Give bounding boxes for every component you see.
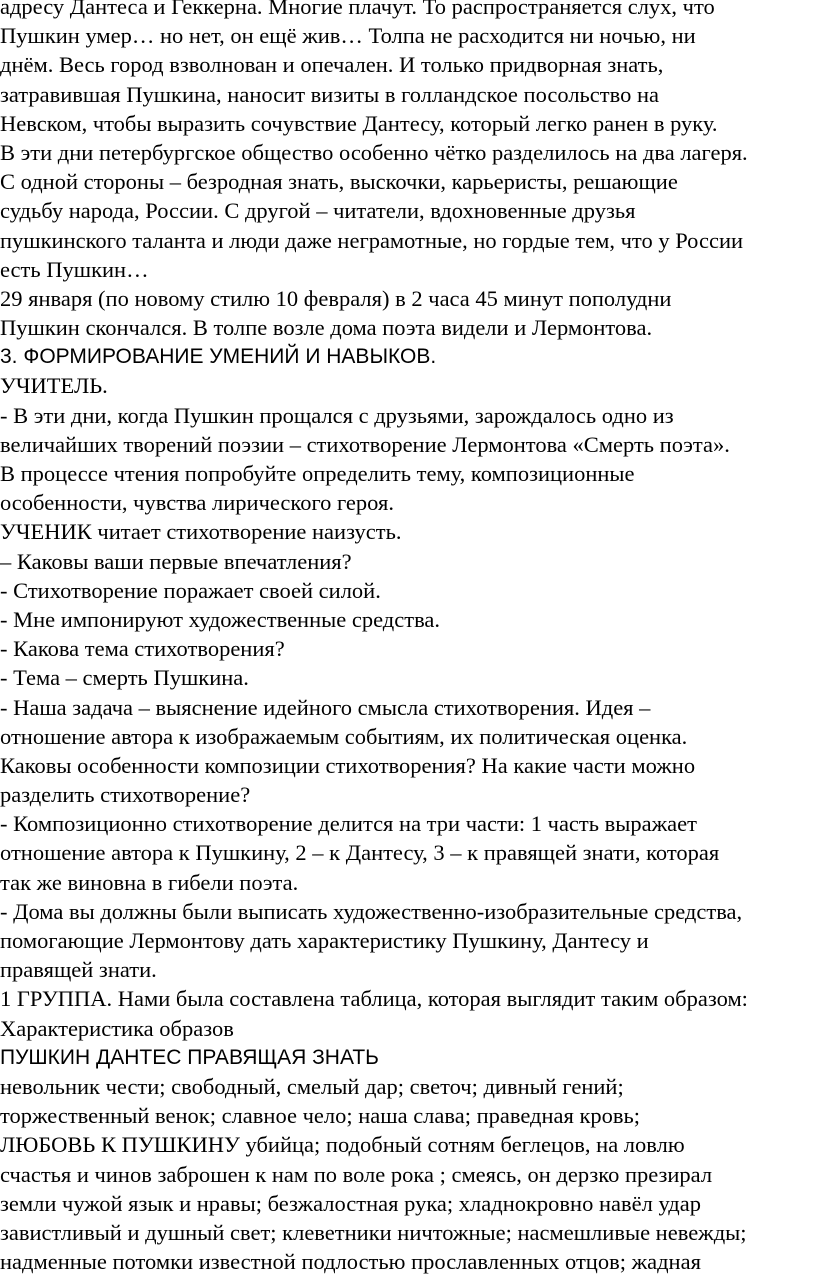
text-line: величайших творений поэзии – стихотворение Лермонтова «Смерть поэта». — [0, 431, 730, 457]
text-line: В процессе чтения попробуйте определить тему, композиционные — [0, 461, 635, 486]
text-line: разделить стихотворение? — [0, 782, 251, 808]
text-line: - Какова тема стихотворения? — [0, 636, 285, 662]
text-line: 29 января (по новому стилю 10 февраля) в 2 часа 45 минут пополудни — [0, 285, 672, 311]
text-line: торжественный венок; славное чело; наша слава; праведная кровь; — [0, 1103, 641, 1129]
text-line: адресу Дантеса и Геккерна. Многие плачут. То распространяется слух, что — [0, 0, 715, 19]
text-line: В эти дни петербургское общество особенно чётко разделилось на два лагеря. — [0, 139, 748, 165]
text-line: пушкинского таланта и люди даже неграмотные, но гордые тем, что у России — [0, 227, 744, 253]
text-line: отношение автора к изображаемым событиям, их политическая оценка. — [0, 723, 688, 749]
text-line: - Композиционно стихотворение делится на три части: 1 часть выражает — [0, 811, 697, 837]
text-line: – Каковы ваши первые впечатления? — [0, 548, 352, 574]
text-line: днём. Весь город взволнован и опечален. И только придворная знать, — [0, 52, 664, 78]
text-line: С одной стороны – безродная знать, выскочки, карьеристы, решающие — [0, 169, 678, 195]
text-line: 1 ГРУППА. Нами была составлена таблица, которая выглядит таким образом: — [0, 986, 748, 1012]
text-line: - Наша задача – выяснение идейного смысла стихотворения. Идея – — [0, 694, 651, 720]
text-line: земли чужой язык и нравы; безжалостная рука; хладнокровно навёл удар — [0, 1190, 701, 1216]
text-line: завистливый и душный свет; клеветники ничтожные; насмешливые невежды; — [0, 1219, 747, 1245]
text-line: - Тема – смерть Пушкина. — [0, 665, 249, 691]
text-line: Каковы особенности композиции стихотворения? На какие части можно — [0, 752, 696, 778]
text-line: Пушкин умер… но нет, он ещё жив… Толпа не расходится ни ночью, ни — [0, 23, 696, 49]
text-line: УЧЕНИК читает стихотворение наизусть. — [0, 519, 402, 545]
text-line: невольник чести; свободный, смелый дар; светоч; дивный гений; — [0, 1073, 624, 1099]
text-line: затравившая Пушкина, наносит визиты в голландское посольство на — [0, 81, 660, 107]
section-heading: 3. ФОРМИРОВАНИЕ УМЕНИЙ И НАВЫКОВ. — [0, 345, 437, 369]
text-line: - Стихотворение поражает своей силой. — [0, 577, 381, 603]
text-line: отношение автора к Пушкину, 2 – к Дантесу, 3 – к правящей знати, которая — [0, 840, 720, 866]
text-line: счастья и чинов заброшен к нам по воле рока ; смеясь, он дерзко презирал — [0, 1161, 713, 1187]
text-line: судьбу народа, России. С другой – читатели, вдохновенные друзья — [0, 198, 636, 224]
text-line: особенности, чувства лирического героя. — [0, 490, 394, 516]
text-line: УЧИТЕЛЬ. — [0, 373, 108, 399]
text-line: - В эти дни, когда Пушкин прощался с друзьями, зарождалось одно из — [0, 402, 674, 428]
text-line: Характеристика образов — [0, 1015, 234, 1041]
text-line: ЛЮБОВЬ К ПУШКИНУ убийца; подобный сотням беглецов, на ловлю — [0, 1132, 685, 1158]
text-line: Невском, чтобы выразить сочувствие Дантесу, который легко ранен в руку. — [0, 110, 718, 136]
text-line: правящей знати. — [0, 957, 157, 983]
text-line: помогающие Лермонтову дать характеристику Пушкину, Дантесу и — [0, 928, 649, 953]
text-line: так же виновна в гибели поэта. — [0, 869, 299, 895]
text-line: есть Пушкин… — [0, 256, 149, 282]
table-header-line: ПУШКИН ДАНТЕС ПРАВЯЩАЯ ЗНАТЬ — [0, 1045, 379, 1069]
text-line: Пушкин скончался. В толпе возле дома поэта видели и Лермонтова. — [0, 315, 653, 341]
text-line: надменные потомки известной подлостью прославленных отцов; жадная — [0, 1249, 701, 1275]
text-line: - Дома вы должны были выписать художественно-изобразительные средства, — [0, 898, 743, 924]
text-line: - Мне импонируют художественные средства. — [0, 606, 441, 632]
